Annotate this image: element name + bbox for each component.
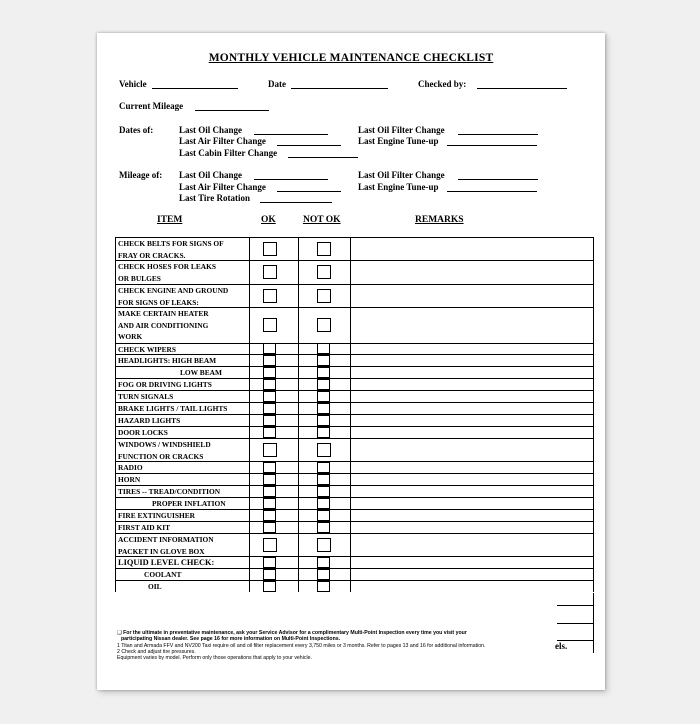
table-row-label — [118, 534, 214, 557]
dates-last-oil-change-label: Last Oil Change — [179, 125, 243, 135]
page-title: MONTHLY VEHICLE MAINTENANCE CHECKLIST — [208, 52, 494, 64]
not-ok-checkbox[interactable] — [317, 289, 331, 303]
table-row-label — [118, 486, 220, 498]
table-row-label — [118, 261, 216, 284]
row-label-line: CHECK ENGINE AND GROUND — [118, 286, 229, 295]
mileage-of-label: Mileage of: — [119, 170, 163, 180]
table-row-label — [118, 462, 143, 474]
remarks-cell[interactable] — [351, 486, 592, 497]
ok-checkbox[interactable] — [263, 581, 276, 592]
table-row-label — [118, 403, 227, 415]
ok-checkbox[interactable] — [263, 289, 277, 303]
side-rule — [557, 623, 593, 624]
remarks-cell[interactable] — [351, 534, 592, 556]
footnote-line: ❑ For the ultimate in preventative maintenance, ask your Service Advisor for a complimentary Multi-Point Inspection every time you visit your — [117, 630, 467, 636]
table-row-label — [118, 474, 140, 486]
ok-checkbox[interactable] — [263, 486, 276, 497]
vehicle-label: Vehicle — [119, 79, 147, 89]
ok-checkbox[interactable] — [263, 379, 276, 390]
remarks-cell[interactable] — [351, 261, 592, 284]
remarks-cell[interactable] — [351, 510, 592, 521]
remarks-cell[interactable] — [351, 403, 592, 414]
ok-checkbox[interactable] — [263, 443, 277, 457]
table-row-label — [118, 238, 224, 261]
table-row-label — [118, 391, 173, 403]
dates-last-air-filter-field[interactable] — [277, 145, 341, 146]
row-label-line: OR BULGES — [118, 273, 161, 283]
remarks-cell[interactable] — [351, 308, 592, 343]
table-row-label — [180, 367, 222, 379]
row-label-line: HAZARD LIGHTS — [118, 416, 181, 425]
ok-checkbox[interactable] — [263, 522, 276, 533]
ok-checkbox[interactable] — [263, 427, 276, 438]
side-rule — [557, 605, 593, 606]
mileage-last-tune-up-field[interactable] — [447, 191, 537, 192]
table-row-label — [118, 379, 212, 391]
not-ok-checkbox[interactable] — [317, 569, 330, 580]
ok-checkbox[interactable] — [263, 474, 276, 485]
remarks-cell[interactable] — [351, 391, 592, 402]
table-row-label — [148, 581, 162, 593]
not-ok-checkbox[interactable] — [317, 265, 331, 279]
ok-checkbox[interactable] — [263, 391, 276, 402]
row-label-line: FUNCTION OR CRACKS — [118, 451, 204, 461]
row-label-line: FIRE EXTINGUISHER — [118, 511, 196, 520]
remarks-cell[interactable] — [351, 344, 592, 354]
remarks-cell[interactable] — [351, 522, 592, 533]
not-ok-checkbox[interactable] — [317, 486, 330, 497]
ok-checkbox[interactable] — [263, 538, 277, 552]
not-ok-checkbox[interactable] — [317, 415, 330, 426]
vehicle-field[interactable] — [152, 88, 238, 89]
row-label-line: HORN — [118, 475, 141, 484]
row-label-line: WINDOWS / WINDSHIELD — [118, 440, 211, 449]
not-ok-checkbox[interactable] — [317, 443, 331, 457]
checked-by-label: Checked by: — [418, 79, 467, 89]
ok-checkbox[interactable] — [263, 557, 276, 568]
not-ok-checkbox[interactable] — [317, 427, 330, 438]
not-ok-checkbox[interactable] — [317, 355, 330, 366]
ok-checkbox[interactable] — [263, 415, 276, 426]
row-label-line: LIQUID LEVEL CHECK: — [118, 558, 215, 567]
mileage-last-air-filter-field[interactable] — [277, 191, 341, 192]
not-ok-checkbox[interactable] — [317, 557, 330, 568]
not-ok-checkbox[interactable] — [317, 462, 330, 473]
not-ok-checkbox[interactable] — [317, 403, 330, 414]
table-row-label — [118, 308, 209, 343]
row-label-line: WORK — [118, 332, 143, 341]
remarks-cell[interactable] — [351, 238, 592, 260]
not-ok-checkbox[interactable] — [317, 343, 330, 354]
not-ok-checkbox[interactable] — [317, 379, 330, 390]
row-label-line: TURN SIGNALS — [118, 392, 174, 401]
row-label-line: BRAKE LIGHTS / TAIL LIGHTS — [118, 404, 228, 413]
not-ok-checkbox[interactable] — [317, 242, 331, 256]
column-header-remarks: REMARKS — [415, 215, 464, 225]
remarks-cell[interactable] — [351, 557, 592, 568]
row-label-line: RADIO — [118, 463, 143, 472]
row-label-line: HEADLIGHTS: HIGH BEAM — [118, 356, 217, 365]
remarks-cell[interactable] — [351, 462, 592, 473]
mileage-last-oil-change-label: Last Oil Change — [179, 170, 243, 180]
current-mileage-field[interactable] — [195, 110, 269, 111]
footnote-line: 1 Titan and Armada FFV and NV200 Taxi require oil and oil filter replacement every 3,750 miles or 3 months. Refer to pages 13 and 16 for additional information. — [117, 643, 486, 649]
not-ok-checkbox[interactable] — [317, 581, 330, 592]
ok-checkbox[interactable] — [263, 510, 276, 521]
row-label-line: FIRST AID KIT — [118, 523, 171, 532]
remarks-cell[interactable] — [351, 439, 592, 461]
dates-of-label: Dates of: — [119, 125, 154, 135]
row-label-line: OIL — [148, 582, 162, 591]
table-row-label — [118, 285, 228, 308]
column-header-ok: OK — [261, 215, 276, 225]
row-label-line: FOR SIGNS OF LEAKS: — [118, 297, 199, 307]
ok-checkbox[interactable] — [263, 355, 276, 366]
table-row-label — [118, 344, 176, 356]
mileage-last-oil-change-field[interactable] — [254, 179, 328, 180]
dates-last-cabin-filter-label: Last Cabin Filter Change — [179, 148, 278, 158]
row-label-line: AND AIR CONDITIONING — [118, 320, 209, 330]
table-row-label — [144, 569, 181, 581]
table-row-label — [118, 355, 216, 367]
remarks-cell[interactable] — [351, 581, 592, 592]
not-ok-checkbox[interactable] — [317, 474, 330, 485]
remarks-cell[interactable] — [351, 285, 592, 307]
table-row-label — [118, 510, 195, 522]
not-ok-checkbox[interactable] — [317, 367, 330, 378]
ok-checkbox[interactable] — [263, 318, 277, 332]
mileage-last-tire-rotation-label: Last Tire Rotation — [179, 193, 251, 203]
ok-checkbox[interactable] — [263, 498, 276, 509]
row-label-line: CHECK HOSES FOR LEAKS — [118, 262, 216, 271]
mileage-last-tune-up-label: Last Engine Tune-up — [358, 182, 439, 192]
mileage-last-air-filter-label: Last Air Filter Change — [179, 182, 266, 192]
table-row-label — [118, 415, 180, 427]
row-label-line: CHECK WIPERS — [118, 345, 176, 354]
checked-by-field[interactable] — [477, 88, 567, 89]
dates-last-cabin-filter-field[interactable] — [288, 157, 358, 158]
date-label: Date — [268, 79, 286, 89]
ok-checkbox[interactable] — [263, 367, 276, 378]
row-label-line: PACKET IN GLOVE BOX — [118, 546, 205, 556]
mileage-last-oil-filter-label: Last Oil Filter Change — [358, 170, 445, 180]
mileage-last-tire-rotation-field[interactable] — [260, 202, 332, 203]
remarks-cell[interactable] — [351, 427, 592, 438]
checklist-page — [97, 33, 605, 690]
row-label-line: FRAY OR CRACKS. — [118, 250, 186, 260]
not-ok-checkbox[interactable] — [317, 318, 331, 332]
side-rule — [593, 593, 594, 653]
table-row-label — [118, 522, 170, 534]
dates-last-tune-up-label: Last Engine Tune-up — [358, 136, 439, 146]
footnote-line: Equipment varies by model. Perform only those operations that apply to your vehicle. — [117, 655, 312, 661]
not-ok-checkbox[interactable] — [317, 391, 330, 402]
not-ok-checkbox[interactable] — [317, 510, 330, 521]
ok-checkbox[interactable] — [263, 403, 276, 414]
ok-checkbox[interactable] — [263, 242, 277, 256]
row-label-line: CHECK BELTS FOR SIGNS OF — [118, 239, 224, 248]
mileage-last-oil-filter-field[interactable] — [458, 179, 538, 180]
table-row-label — [118, 439, 211, 462]
remarks-cell[interactable] — [351, 415, 592, 426]
footnote-line: participating Nissan dealer. See page 16 for more information on Multi-Point Inspections. — [121, 636, 341, 642]
ok-checkbox[interactable] — [263, 462, 276, 473]
dates-last-oil-change-field[interactable] — [254, 134, 328, 135]
footnote-line: 2 Check and adjust tire pressures. — [117, 649, 196, 655]
side-text: els. — [555, 641, 568, 651]
row-label-line: ACCIDENT INFORMATION — [118, 535, 214, 544]
remarks-cell[interactable] — [351, 569, 592, 580]
row-label-line: FOG OR DRIVING LIGHTS — [118, 380, 212, 389]
ok-checkbox[interactable] — [263, 343, 276, 354]
not-ok-checkbox[interactable] — [317, 498, 330, 509]
table-row-label — [118, 557, 214, 569]
remarks-cell[interactable] — [351, 367, 592, 378]
remarks-cell[interactable] — [351, 379, 592, 390]
ok-checkbox[interactable] — [263, 265, 277, 279]
dates-last-tune-up-field[interactable] — [447, 145, 537, 146]
row-label-line: LOW BEAM — [180, 368, 222, 377]
row-label-line: PROPER INFLATION — [152, 499, 226, 508]
remarks-cell[interactable] — [351, 355, 592, 366]
dates-last-oil-filter-field[interactable] — [458, 134, 538, 135]
date-field[interactable] — [291, 88, 388, 89]
not-ok-checkbox[interactable] — [317, 538, 331, 552]
ok-checkbox[interactable] — [263, 569, 276, 580]
column-header-not-ok: NOT OK — [303, 215, 341, 225]
row-label-line: DOOR LOCKS — [118, 428, 168, 437]
column-header-item: ITEM — [157, 215, 183, 225]
footnote-bullet-icon: ❑ — [117, 630, 122, 636]
row-label-line: TIRES -- TREAD/CONDITION — [118, 487, 221, 496]
table-row-label — [118, 427, 168, 439]
table-row-label — [152, 498, 226, 510]
current-mileage-label: Current Mileage — [119, 101, 184, 111]
dates-last-oil-filter-label: Last Oil Filter Change — [358, 125, 445, 135]
not-ok-checkbox[interactable] — [317, 522, 330, 533]
dates-last-air-filter-label: Last Air Filter Change — [179, 136, 266, 146]
remarks-cell[interactable] — [351, 474, 592, 485]
row-label-line: COOLANT — [144, 570, 182, 579]
table-border — [593, 237, 594, 592]
row-label-line: MAKE CERTAIN HEATER — [118, 309, 209, 318]
remarks-cell[interactable] — [351, 498, 592, 509]
